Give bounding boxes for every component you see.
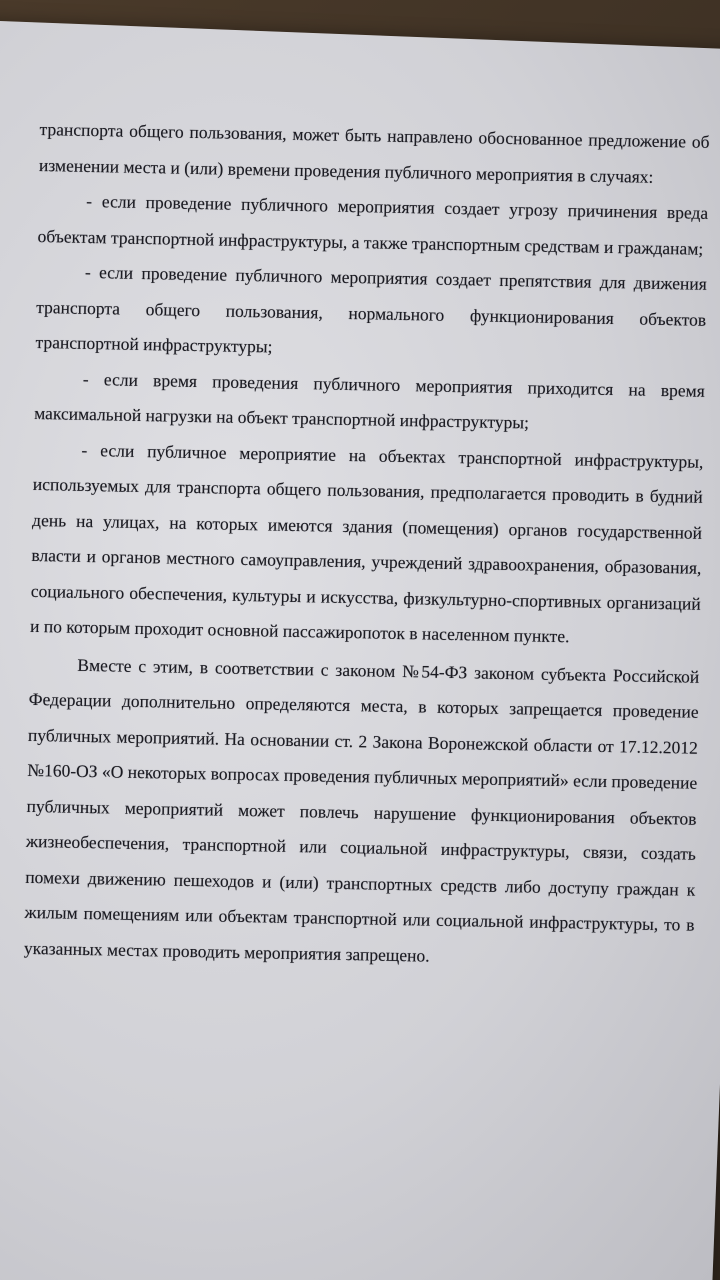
paragraph-bullet-obstruction: - если проведение публичного мероприятия создает препятствия для движения транспорта общего пользования, нормального функционирования объектов транспортной инфраструктуры; [35,261,708,357]
paragraph-bullet-peak-load: - если время проведения публичного мероприятия приходится на время максимальной нагрузки на объект транспортной инфраструктуры; [34,368,705,433]
document-body [24,112,710,979]
paragraph-bullet-weekday: - если публичное мероприятие на объектах транспортной инфраструктуры, используемых для транспорта общего пользования, предполагается проводить в будний день на улицах, на которых имеются здания (помещения) органов государственной власти и органов местного самоуправления, учреждений здравоохранения, образования, социального обеспечения, культуры и искусства, физкультурно-спортивных организаций и по которым проходит основной пассажиропоток в населенном пункте. [29,439,704,647]
paragraph-regional-law: Вместе с этим, в соответствии с законом №54-ФЗ законом субъекта Российской Федерации дополнительно определяются места, в которых запрещается проведение публичных мероприятий. На основании ст. 2 Закона Воронежской области от 17.12.2012 №160-ОЗ «О некоторых вопросах проведения публичных мероприятий» если проведение публичных мероприятий может повлечь нарушение функционирования объектов жизнеобеспечения, транспортной или социальной инфраструктуры, связи, создать помехи движению пешеходов и (или) транспортных средств либо доступу граждан к жилым помещениям или объектам транспортной или социальной инфраструктуры, то в указанных местах проводить мероприятия запрещено. [23,654,700,966]
paragraph-bullet-threat: - если проведение публичного мероприятия создает угрозу причинения вреда объектам транспортной инфраструктуры, а также транспортным средствам и гражданам; [37,190,709,259]
paragraph-intro: транспорта общего пользования, может быть направлено обоснованное предложение об изменении места и (или) времени проведения публичного мероприятия в случаях: [38,118,710,187]
